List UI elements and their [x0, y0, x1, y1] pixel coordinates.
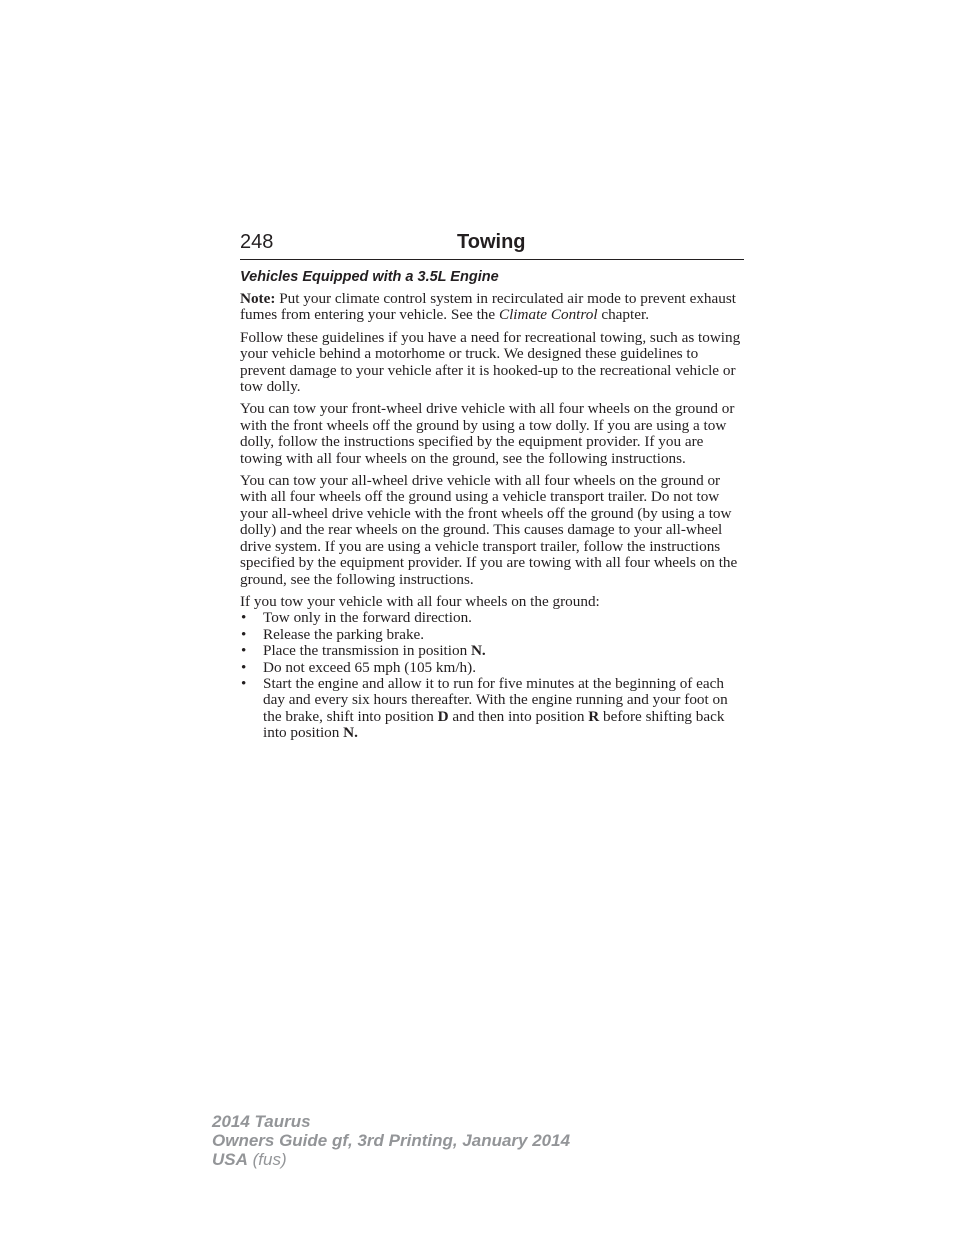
- gear-position: N.: [343, 724, 358, 742]
- front-wheel-drive-paragraph: You can tow your front-wheel drive vehicle with all four wheels on the ground or with the front wheels off the ground by using a tow dolly. If you are using a tow dolly, follow the instructions specified by the equipment provider. If you are towing with all four wheels on the ground, see the following instructions.: [240, 400, 735, 467]
- bullet-icon: •: [241, 625, 247, 643]
- list-item: [240, 610, 746, 626]
- list-item: [240, 660, 746, 676]
- list-item-text: Place the transmission in position: [263, 642, 471, 660]
- list-item-text: Start the engine and allow it to run for five minutes at the beginning of each day and every six hours thereafter. With the engine running and your foot on the brake, shift into position: [263, 674, 728, 725]
- bullet-icon: •: [241, 609, 247, 627]
- list-item-text: and then into position: [448, 707, 589, 725]
- list-item-text: before shifting back into position: [263, 707, 725, 742]
- list-item-text: Do not exceed 65 mph (105 km/h).: [263, 658, 477, 676]
- all-wheel-drive-paragraph: You can tow your all-wheel drive vehicle with all four wheels on the ground or with all four wheels off the ground using a vehicle transport trailer. Do not tow your all-wheel drive vehicle with the front wheels off the ground (by using a tow dolly) and the rear wheels on the ground. This causes damage to your all-wheel drive system. If you are using a vehicle transport trailer, follow the instructions specified by the equipment provider. If you are towing with all four wheels on the ground, see the following instructions.: [240, 472, 738, 588]
- footer-code: (fus): [247, 1150, 287, 1169]
- list-item: [240, 643, 746, 659]
- page-content: [240, 267, 746, 742]
- note-text: Put your climate control system in recirculated air mode to prevent exhaust fumes from entering your vehicle. See the: [240, 290, 736, 324]
- footer-guide-info: Owners Guide gf, 3rd Printing, January 2014: [212, 1131, 571, 1150]
- bullet-icon: •: [241, 674, 247, 692]
- gear-position: R: [588, 707, 600, 725]
- towing-instructions-list: [240, 610, 746, 741]
- list-intro: If you tow your vehicle with all four wheels on the ground:: [240, 592, 600, 610]
- guidelines-paragraph: Follow these guidelines if you have a need for recreational towing, such as towing your vehicle behind a motorhome or truck. We designed these guidelines to prevent damage to your vehicle after it is hooked-up to the recreational vehicle or tow dolly.: [240, 328, 741, 396]
- footer-country: USA: [212, 1150, 248, 1169]
- bullet-icon: •: [241, 642, 247, 660]
- footer-model: 2014 Taurus: [212, 1112, 311, 1131]
- list-item-text: Release the parking brake.: [263, 625, 425, 643]
- footer-market: [212, 1150, 570, 1169]
- page-header: [240, 228, 744, 260]
- page-number: 248: [240, 231, 274, 253]
- chapter-title: Towing: [457, 231, 526, 253]
- list-item: [240, 627, 746, 643]
- chapter-reference: Climate Control: [498, 306, 598, 324]
- note-paragraph: [240, 291, 746, 324]
- page-footer: [212, 1112, 570, 1169]
- gear-position: D: [437, 707, 449, 725]
- note-label: Note:: [240, 290, 276, 307]
- bullet-icon: •: [241, 658, 247, 676]
- list-item-text: Tow only in the forward direction.: [263, 609, 472, 627]
- gear-position: N.: [470, 642, 486, 660]
- list-item: [240, 676, 746, 742]
- note-text-end: chapter.: [597, 306, 649, 324]
- section-heading: Vehicles Equipped with a 3.5L Engine: [240, 269, 499, 285]
